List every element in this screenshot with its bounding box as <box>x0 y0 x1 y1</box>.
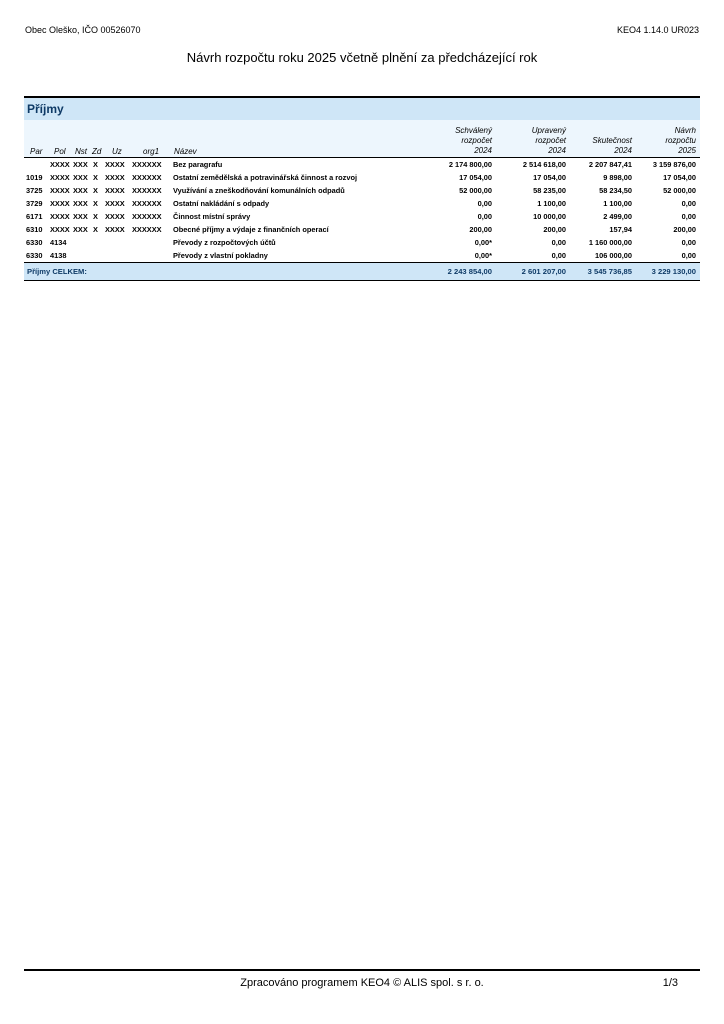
col-schvaleny: Schválený rozpočet 2024 <box>455 126 492 155</box>
cell-zd: X <box>93 212 98 221</box>
cell-navrh: 0,00 <box>681 212 696 221</box>
col-nst: Nst <box>75 147 87 156</box>
table-row <box>24 184 700 197</box>
cell-zd: X <box>93 225 98 234</box>
cell-uz: XXXX <box>105 186 125 195</box>
table-row <box>24 197 700 210</box>
page-number: 1/3 <box>662 977 678 989</box>
budget-table <box>24 96 700 281</box>
cell-nazev: Činnost místní správy <box>173 212 251 221</box>
table-row <box>24 210 700 223</box>
cell-skutecnost: 106 000,00 <box>595 251 632 260</box>
cell-nst: XXX <box>73 212 88 221</box>
cell-navrh: 3 159 876,00 <box>652 160 696 169</box>
cell-upraveny: 10 000,00 <box>533 212 566 221</box>
section-title: Příjmy <box>24 98 700 120</box>
cell-par: 6310 <box>26 225 43 234</box>
table-row <box>24 223 700 236</box>
cell-par: 1019 <box>26 173 43 182</box>
total-skutecnost: 3 545 736,85 <box>587 267 632 276</box>
total-upraveny: 2 601 207,00 <box>521 267 566 276</box>
col-org1: org1 <box>143 147 160 156</box>
cell-schvaleny: 0,00* <box>474 251 492 260</box>
table-body <box>24 157 700 262</box>
col-zd: Zd <box>92 147 102 156</box>
table-row <box>24 171 700 184</box>
cell-schvaleny: 0,00 <box>477 212 492 221</box>
cell-skutecnost: 1 100,00 <box>603 199 632 208</box>
cell-nazev: Převody z vlastní pokladny <box>173 251 268 260</box>
cell-nst: XXX <box>73 225 88 234</box>
cell-schvaleny: 0,00 <box>477 199 492 208</box>
cell-schvaleny: 200,00 <box>469 225 492 234</box>
program-version-label: KEO4 1.14.0 UR023 <box>616 25 699 35</box>
total-row <box>24 262 700 281</box>
cell-zd: X <box>93 160 98 169</box>
cell-zd: X <box>93 186 98 195</box>
col-uz: Uz <box>112 147 122 156</box>
cell-uz: XXXX <box>105 199 125 208</box>
cell-pol: XXXX <box>50 186 70 195</box>
cell-org1: XXXXXX <box>132 225 162 234</box>
cell-pol: XXXX <box>50 173 70 182</box>
cell-upraveny: 2 514 618,00 <box>522 160 566 169</box>
col-skutecnost: Skutečnost 2024 <box>592 136 632 155</box>
cell-par: 6330 <box>26 251 43 260</box>
cell-pol: 4138 <box>50 251 67 260</box>
cell-pol: XXXX <box>50 160 70 169</box>
cell-nazev: Ostatní nakládání s odpady <box>173 199 270 208</box>
cell-navrh: 0,00 <box>681 251 696 260</box>
organization-label: Obec Oleško, IČO 00526070 <box>25 25 141 35</box>
cell-nazev: Obecné příjmy a výdaje z finančních operací <box>173 225 329 234</box>
table-row <box>24 158 700 171</box>
cell-upraveny: 1 100,00 <box>537 199 566 208</box>
cell-uz: XXXX <box>105 212 125 221</box>
cell-zd: X <box>93 173 98 182</box>
cell-pol: 4134 <box>50 238 67 247</box>
cell-schvaleny: 2 174 800,00 <box>448 160 492 169</box>
cell-nazev: Převody z rozpočtových účtů <box>173 238 276 247</box>
cell-navrh: 52 000,00 <box>663 186 696 195</box>
cell-pol: XXXX <box>50 212 70 221</box>
cell-nazev: Ostatní zemědělská a potravinářská činnost a rozvoj <box>173 173 358 182</box>
cell-nazev: Využívání a zneškodňování komunálních odpadů <box>173 186 345 195</box>
cell-upraveny: 0,00 <box>551 238 566 247</box>
cell-skutecnost: 9 898,00 <box>603 173 632 182</box>
cell-nst: XXX <box>73 199 88 208</box>
cell-upraveny: 0,00 <box>551 251 566 260</box>
cell-nazev: Bez paragrafu <box>173 160 223 169</box>
column-header-row <box>24 120 700 157</box>
cell-par: 3725 <box>26 186 43 195</box>
cell-par: 3729 <box>26 199 43 208</box>
cell-uz: XXXX <box>105 225 125 234</box>
cell-skutecnost: 1 160 000,00 <box>588 238 632 247</box>
cell-zd: X <box>93 199 98 208</box>
cell-schvaleny: 52 000,00 <box>459 186 492 195</box>
table-row <box>24 236 700 249</box>
cell-org1: XXXXXX <box>132 212 162 221</box>
cell-upraveny: 17 054,00 <box>533 173 566 182</box>
cell-upraveny: 200,00 <box>543 225 566 234</box>
footer-text: Zpracováno programem KEO4 © ALIS spol. s r. o. <box>240 977 484 989</box>
total-schvaleny: 2 243 854,00 <box>447 267 492 276</box>
col-nazev: Název <box>174 147 197 156</box>
cell-navrh: 200,00 <box>673 225 696 234</box>
col-pol: Pol <box>54 147 66 156</box>
cell-uz: XXXX <box>105 173 125 182</box>
cell-navrh: 0,00 <box>681 199 696 208</box>
cell-pol: XXXX <box>50 225 70 234</box>
cell-schvaleny: 0,00* <box>474 238 492 247</box>
cell-nst: XXX <box>73 173 88 182</box>
cell-uz: XXXX <box>105 160 125 169</box>
cell-pol: XXXX <box>50 199 70 208</box>
cell-upraveny: 58 235,00 <box>533 186 566 195</box>
bottom-rule <box>24 969 700 971</box>
cell-skutecnost: 2 499,00 <box>603 212 632 221</box>
cell-org1: XXXXXX <box>132 186 162 195</box>
total-navrh: 3 229 130,00 <box>651 267 696 276</box>
cell-par: 6330 <box>26 238 43 247</box>
cell-nst: XXX <box>73 160 88 169</box>
col-par: Par <box>30 147 43 156</box>
cell-skutecnost: 2 207 847,41 <box>588 160 632 169</box>
page-title: Návrh rozpočtu roku 2025 včetně plnění za předcházející rok <box>186 50 538 65</box>
cell-nst: XXX <box>73 186 88 195</box>
table-row <box>24 249 700 262</box>
cell-org1: XXXXXX <box>132 199 162 208</box>
cell-skutecnost: 157,94 <box>609 225 632 234</box>
col-navrh: Návrh rozpočtu 2025 <box>665 126 696 155</box>
cell-org1: XXXXXX <box>132 160 162 169</box>
col-upraveny: Upravený rozpočet 2024 <box>531 126 566 155</box>
cell-par: 6171 <box>26 212 43 221</box>
cell-org1: XXXXXX <box>132 173 162 182</box>
cell-skutecnost: 58 234,50 <box>599 186 632 195</box>
cell-navrh: 0,00 <box>681 238 696 247</box>
cell-navrh: 17 054,00 <box>663 173 696 182</box>
cell-schvaleny: 17 054,00 <box>459 173 492 182</box>
total-label: Příjmy CELKEM: <box>27 267 87 276</box>
